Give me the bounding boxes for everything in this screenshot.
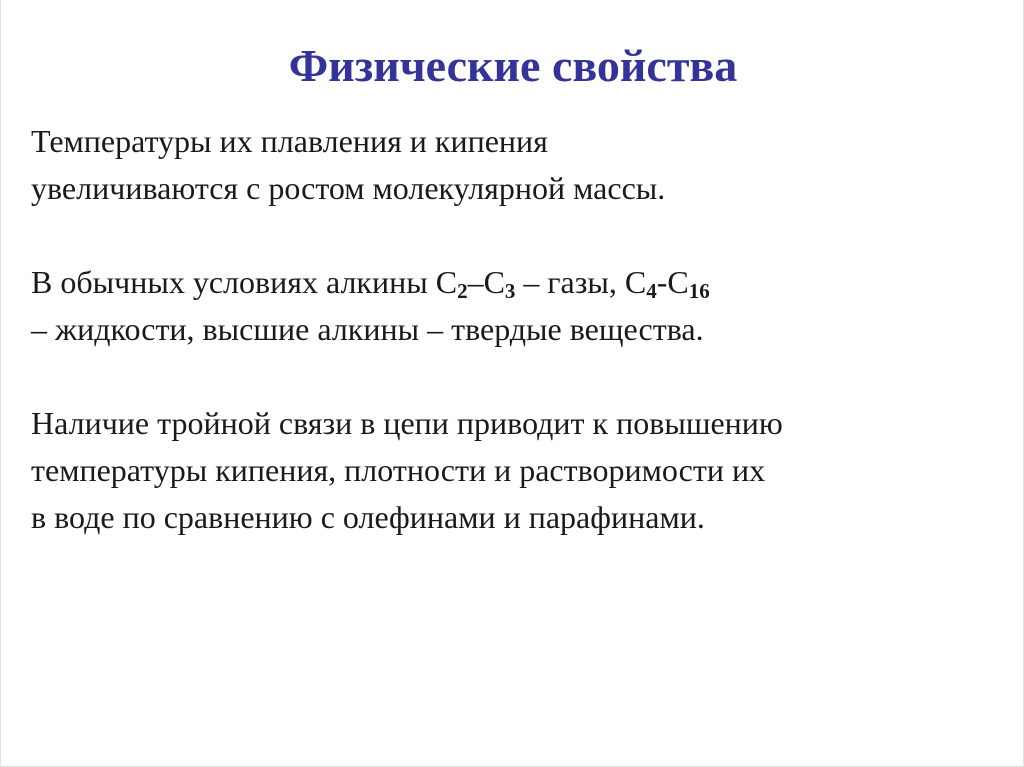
paragraph3-line1: Наличие тройной связи в цепи приводит к повышению <box>31 405 783 441</box>
subscript-4: 4 <box>646 279 657 303</box>
slide-title: Физические свойства <box>288 40 738 91</box>
paragraph-triple-bond <box>31 400 1001 541</box>
paragraph3-line3: в воде по сравнению с олефинами и парафинами. <box>31 499 705 535</box>
slide-body <box>31 118 1001 588</box>
paragraph1-line2: увеличиваются с ростом молекулярной массы. <box>31 170 666 206</box>
paragraph3-line2: температуры кипения, плотности и растворимости их <box>31 452 766 488</box>
subscript-2: 2 <box>457 279 468 303</box>
subscript-16: 16 <box>688 279 710 303</box>
formula-mid-3: -C <box>656 264 689 300</box>
paragraph2-line1 <box>31 259 1001 306</box>
subscript-3: 3 <box>504 279 516 303</box>
paragraph-states <box>31 259 1001 353</box>
formula-mid-2: – газы, C <box>515 264 647 300</box>
paragraph2-line2: – жидкости, высшие алкины – твердые вещества. <box>31 311 704 347</box>
formula-prefix: В обычных условиях алкины C <box>31 264 458 300</box>
formula-mid-1: –C <box>467 264 505 300</box>
paragraph1-line1: Температуры их плавления и кипения <box>31 123 548 159</box>
paragraph-melting-boiling <box>31 118 1001 212</box>
